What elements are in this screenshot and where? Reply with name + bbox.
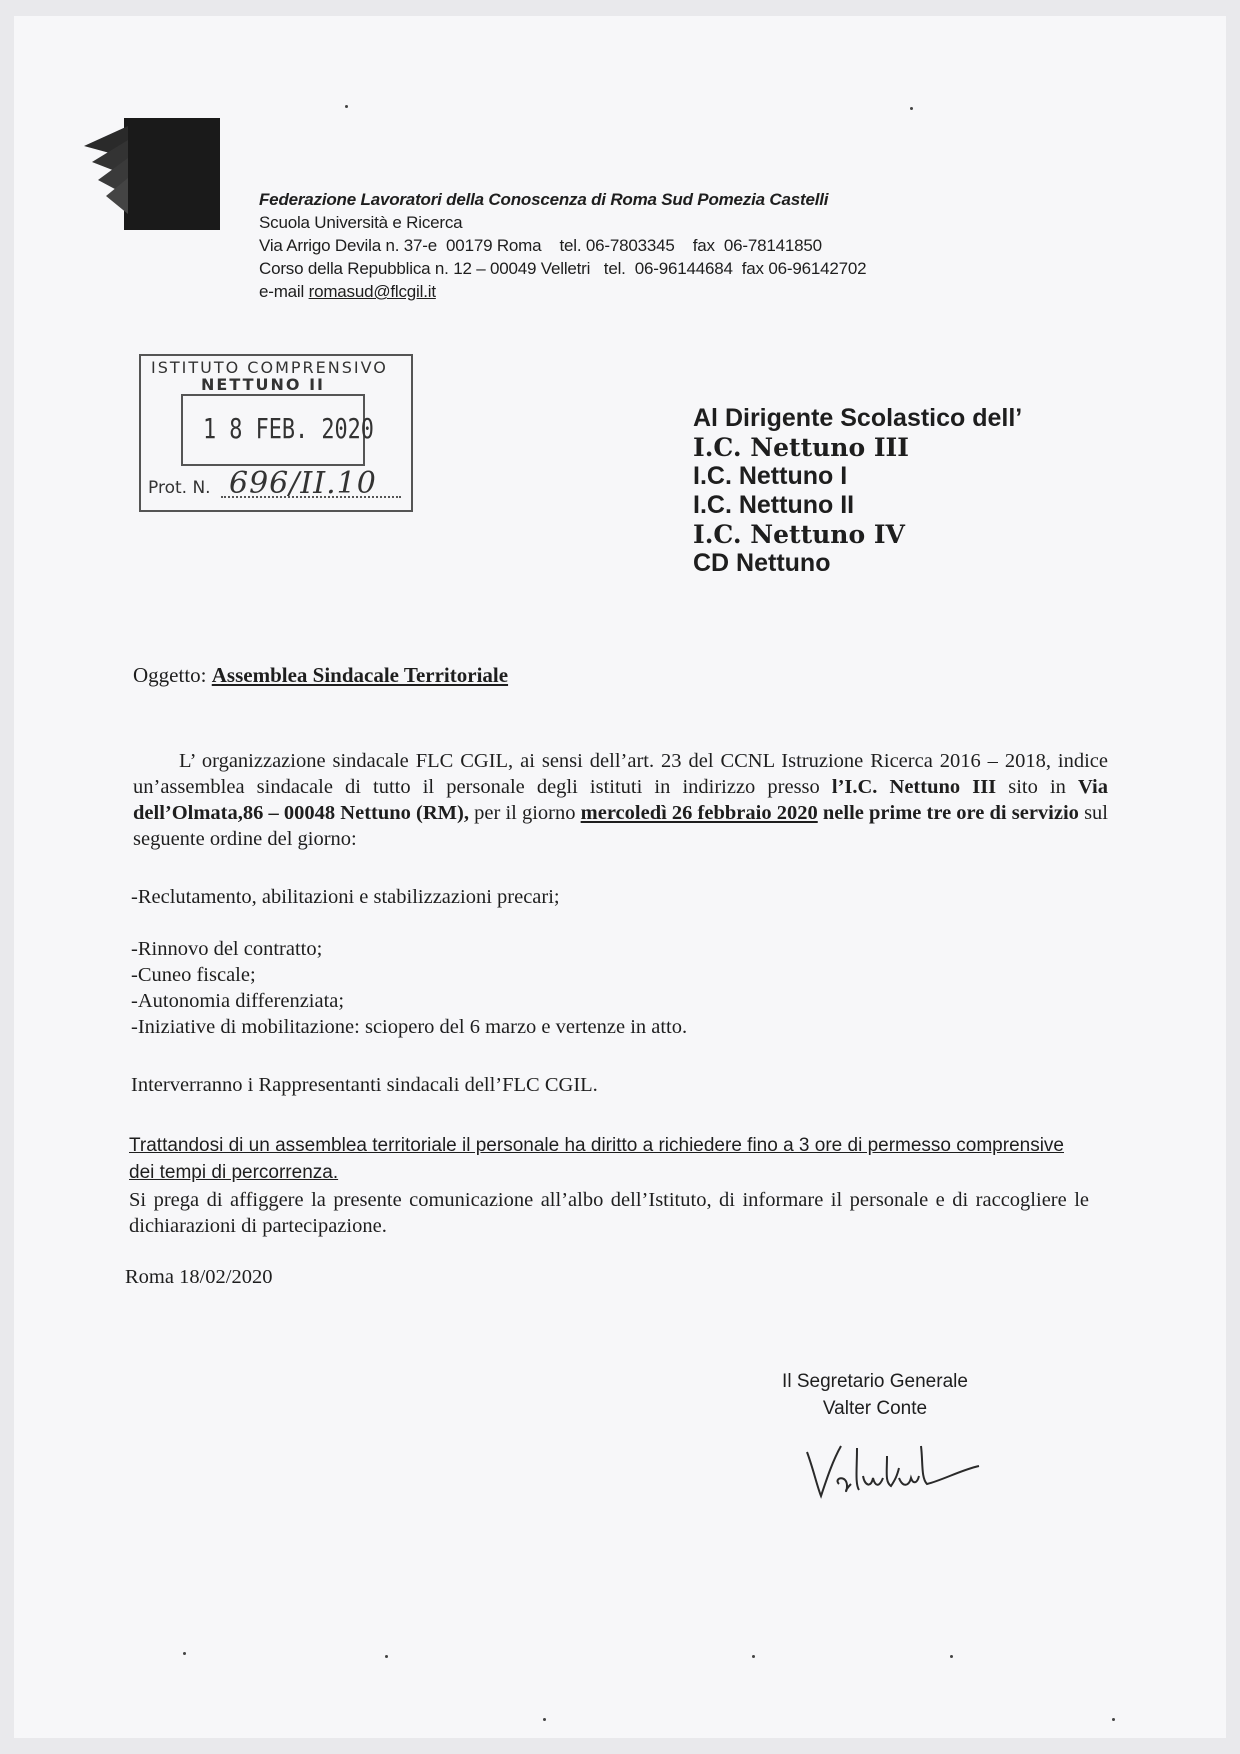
signatory-name: Valter Conte — [822, 1398, 928, 1419]
scan-speck — [950, 1655, 953, 1658]
flc-cgil-logo — [84, 118, 220, 230]
posting-request: Si prega di affiggere la presente comunicazione all’albo dell’Istituto, di informare il personale e di raccogliere le dichiarazioni di partecipazione. — [129, 1189, 1089, 1237]
recipient-line: I.C. Nettuno III — [693, 433, 909, 462]
email-line — [259, 280, 866, 303]
recipient-line: I.C. Nettuno I — [693, 462, 848, 490]
stamp-institute: ISTITUTO COMPRENSIVO — [151, 358, 388, 377]
permission-notice: Trattandosi di un assemblea territoriale il personale ha diritto a richiedere fino a 3 ore di permesso comprensive dei tempi di percorrenza. — [129, 1135, 1064, 1183]
agenda-item: -Autonomia differenziata; — [131, 990, 345, 1012]
address-roma: Via Arrigo Devila n. 37-e 00179 Roma tel. 06-7803345 fax 06-78141850 — [259, 236, 822, 255]
stamp-prot-number: 696/II.10 — [229, 466, 377, 501]
organization-name: Federazione Lavoratori della Conoscenza di Roma Sud Pomezia Castelli — [259, 190, 829, 209]
body-hours: nelle prime tre ore di servizio — [817, 802, 1079, 824]
body-text: per il giorno — [468, 802, 581, 824]
body-venue: l’I.C. Nettuno III — [831, 776, 997, 798]
email-label: e-mail — [259, 282, 309, 301]
stamp-date: 1 8 FEB. 2020 — [203, 412, 374, 445]
recipients-block — [693, 404, 1022, 578]
stamp-school-name: NETTUNO II — [201, 375, 325, 394]
letter-body — [133, 748, 1108, 852]
handwritten-signature — [803, 1438, 983, 1504]
body-text: sito in — [996, 776, 1078, 798]
scan-speck — [543, 1718, 546, 1721]
body-text: sul seguente ordine del giorno: — [133, 802, 1108, 850]
agenda-item: -Reclutamento, abilitazioni e stabilizzazioni precari; — [131, 886, 560, 908]
agenda-list — [131, 884, 687, 1040]
signatory-title: Il Segretario Generale — [782, 1371, 968, 1392]
subject-text: Assemblea Sindacale Territoriale — [211, 663, 509, 687]
scan-speck — [345, 105, 348, 108]
place-date: Roma 18/02/2020 — [125, 1266, 273, 1288]
recipient-line: I.C. Nettuno IV — [693, 520, 905, 549]
agenda-item: -Iniziative di mobilitazione: sciopero del 6 marzo e vertenze in atto. — [131, 1016, 688, 1038]
protocol-stamp — [139, 354, 413, 512]
address-velletri: Corso della Repubblica n. 12 – 00049 Velletri tel. 06-96144684 fax 06-96142702 — [259, 259, 867, 278]
scan-speck — [183, 1652, 186, 1655]
department: Scuola Università e Ricerca — [259, 213, 463, 232]
stamp-prot-label: Prot. N. — [148, 478, 211, 498]
body-address: Via dell’Olmata,86 – 00048 Nettuno (RM), — [133, 776, 1108, 824]
scan-speck — [1112, 1718, 1115, 1721]
scan-speck — [752, 1655, 755, 1658]
agenda-item: -Rinnovo del contratto; — [131, 938, 323, 960]
email-link[interactable]: romasud@flcgil.it — [308, 282, 436, 301]
body-paragraph — [133, 748, 1108, 852]
stamp-date-box — [181, 394, 374, 466]
recipient-line: Al Dirigente Scolastico dell’ — [693, 404, 1023, 432]
body-date: mercoledì 26 febbraio 2020 — [580, 802, 818, 824]
agenda-item: -Cuneo fiscale; — [131, 964, 256, 986]
recipient-line: CD Nettuno — [693, 549, 831, 577]
subject-line — [133, 663, 508, 688]
body-text: L’ organizzazione sindacale FLC CGIL, ai sensi dell’art. 23 del CCNL Istruzione Ricerca 2016 – 2018, indice un’assemblea sindacale di tutto il personale degli istituti in indirizzo presso — [133, 750, 1108, 798]
scan-speck — [910, 107, 913, 110]
recipient-line: I.C. Nettuno II — [693, 491, 855, 519]
signature-block — [700, 1368, 1050, 1422]
subject-label: Oggetto: — [133, 663, 212, 687]
scan-speck — [385, 1655, 388, 1658]
intervention-note: Interverranno i Rappresentanti sindacali dell’FLC CGIL. — [131, 1074, 598, 1096]
letterhead — [259, 188, 866, 303]
